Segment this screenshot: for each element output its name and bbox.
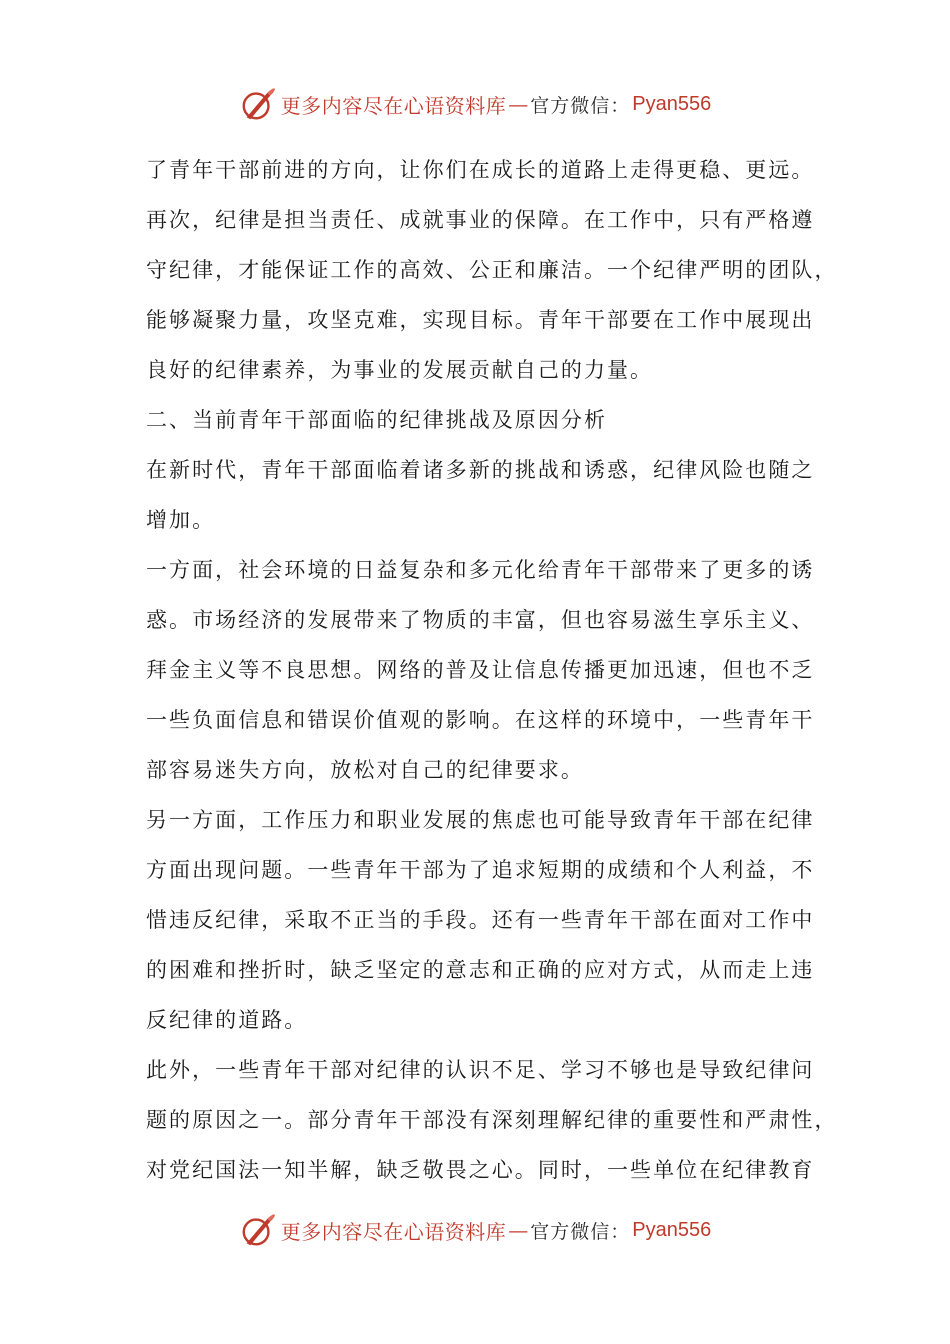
text-line: 方面出现问题。一些青年干部为了追求短期的成绩和个人利益，不 [146,858,815,882]
text-line: 了青年干部前进的方向，让你们在成长的道路上走得更稳、更远。 [146,158,815,182]
watermark-wechat-id: Pyan556 [632,92,712,115]
text-line: 惜违反纪律，采取不正当的手段。还有一些青年干部在面对工作中 [146,908,815,932]
text-line: 再次，纪律是担当责任、成就事业的保障。在工作中，只有严格遵 [146,208,815,232]
text-line: 在新时代，青年干部面临着诸多新的挑战和诱惑，纪律风险也随之 [146,458,815,482]
watermark-site-text: 更多内容尽在心语资料库 [280,93,507,118]
watermark-wechat-id: Pyan556 [632,1218,712,1241]
footer-watermark [0,1208,950,1252]
text-line: 拜金主义等不良思想。网络的普及让信息传播更加迅速，但也不乏 [146,658,815,682]
text-line: 良好的纪律素养，为事业的发展贡献自己的力量。 [146,358,654,382]
text-line: 一些负面信息和错误价值观的影响。在这样的环境中，一些青年干 [146,708,815,732]
text-line: 此外，一些青年干部对纪律的认识不足、学习不够也是导致纪律问 [146,1058,815,1082]
text-line: 反纪律的道路。 [146,1008,308,1032]
watermark-separator: — [508,1218,529,1242]
watermark-site-text: 更多内容尽在心语资料库 [280,1219,507,1244]
quill-logo-icon [239,85,277,123]
text-line: 惑。市场经济的发展带来了物质的丰富，但也容易滋生享乐主义、 [146,608,815,632]
document-body [146,145,838,1195]
watermark-wechat-label: 官方微信： [530,1220,631,1243]
watermark-wechat-label: 官方微信： [530,94,631,117]
text-line: 部容易迷失方向，放松对自己的纪律要求。 [146,758,584,782]
text-line: 另一方面，工作压力和职业发展的焦虑也可能导致青年干部在纪律 [146,808,815,832]
text-line: 增加。 [146,508,216,532]
watermark-separator: — [508,92,529,116]
quill-logo-icon [239,1211,277,1249]
text-line: 的困难和挫折时，缺乏坚定的意志和正确的应对方式，从而走上违 [146,958,815,982]
text-line: 题的原因之一。部分青年干部没有深刻理解纪律的重要性和严肃性， [146,1108,838,1132]
text-line: 对党纪国法一知半解，缺乏敬畏之心。同时，一些单位在纪律教育 [146,1158,815,1182]
section-heading: 二、当前青年干部面临的纪律挑战及原因分析 [146,408,607,432]
text-line: 一方面，社会环境的日益复杂和多元化给青年干部带来了更多的诱 [146,558,815,582]
header-watermark [0,82,950,126]
text-line: 守纪律，才能保证工作的高效、公正和廉洁。一个纪律严明的团队， [146,258,838,282]
text-line: 能够凝聚力量，攻坚克难，实现目标。青年干部要在工作中展现出 [146,308,815,332]
